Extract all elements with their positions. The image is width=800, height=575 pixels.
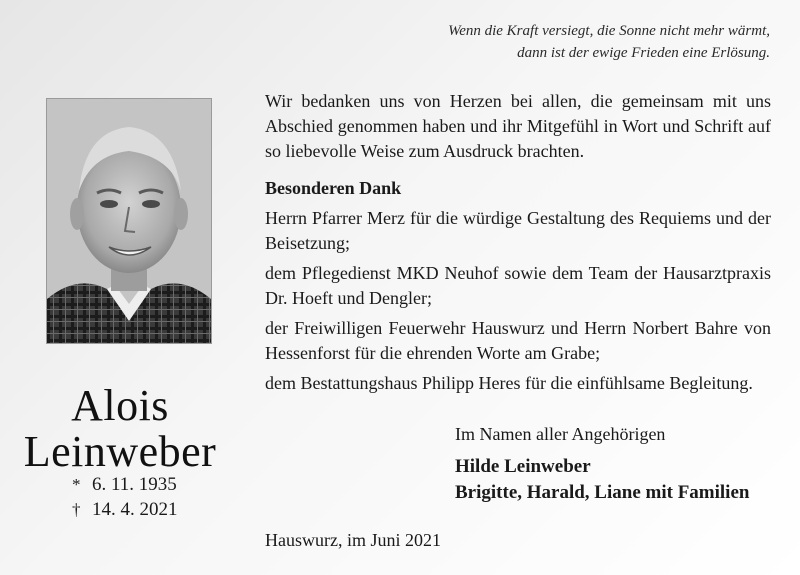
life-dates: [72, 472, 178, 522]
portrait-photo: [47, 99, 211, 343]
first-name: Alois: [71, 381, 169, 430]
intro-paragraph: Wir bedanken uns von Herzen bei allen, die gemeinsam mit uns Abschied genommen haben und ihr Mitgefühl in Wort und Schrift auf so liebevolle Weise zum Ausdruck brachten.: [265, 91, 771, 161]
signoff-intro: Im Namen aller Angehörigen: [455, 424, 666, 444]
last-name: Leinweber: [23, 427, 217, 476]
quote-line-2: dann ist der ewige Frieden eine Erlösung.: [517, 45, 770, 61]
epitaph-quote: [350, 20, 770, 64]
portrait-illustration: [47, 99, 211, 343]
death-date: 14. 4. 2021: [92, 499, 178, 520]
thanks-item: der Freiwilligen Feuerwehr Hauswurz und Herrn Norbert Bahre von Hessenforst für die ehrenden Worte am Grabe;: [265, 318, 771, 363]
thanks-item: dem Bestattungshaus Philipp Heres für die einfühlsame Begleitung.: [265, 373, 753, 393]
thanks-heading: Besonderen Dank: [265, 178, 402, 198]
quote-line-1: Wenn die Kraft versiegt, die Sonne nicht mehr wärmt,: [448, 23, 770, 39]
family-name-line: Hilde Leinweber: [455, 456, 591, 477]
birth-date: 6. 11. 1935: [92, 474, 177, 495]
signoff: [455, 422, 749, 506]
birth-star-icon: *: [72, 475, 81, 494]
birth-row: [72, 472, 178, 497]
family-name-line: Brigitte, Harald, Liane mit Familien: [455, 482, 750, 503]
thanks-item: dem Pflegedienst MKD Neuhof sowie dem Team der Hausarztpraxis Dr. Hoeft und Dengler;: [265, 263, 771, 308]
deceased-name: [20, 383, 220, 475]
thanks-item: Herrn Pfarrer Merz für die würdige Gestaltung des Requiems und der Beisetzung;: [265, 208, 771, 253]
thanks-text: [265, 89, 771, 401]
place-and-date: Hauswurz, im Juni 2021: [265, 530, 441, 550]
death-row: [72, 497, 178, 522]
death-cross-icon: †: [72, 500, 81, 519]
